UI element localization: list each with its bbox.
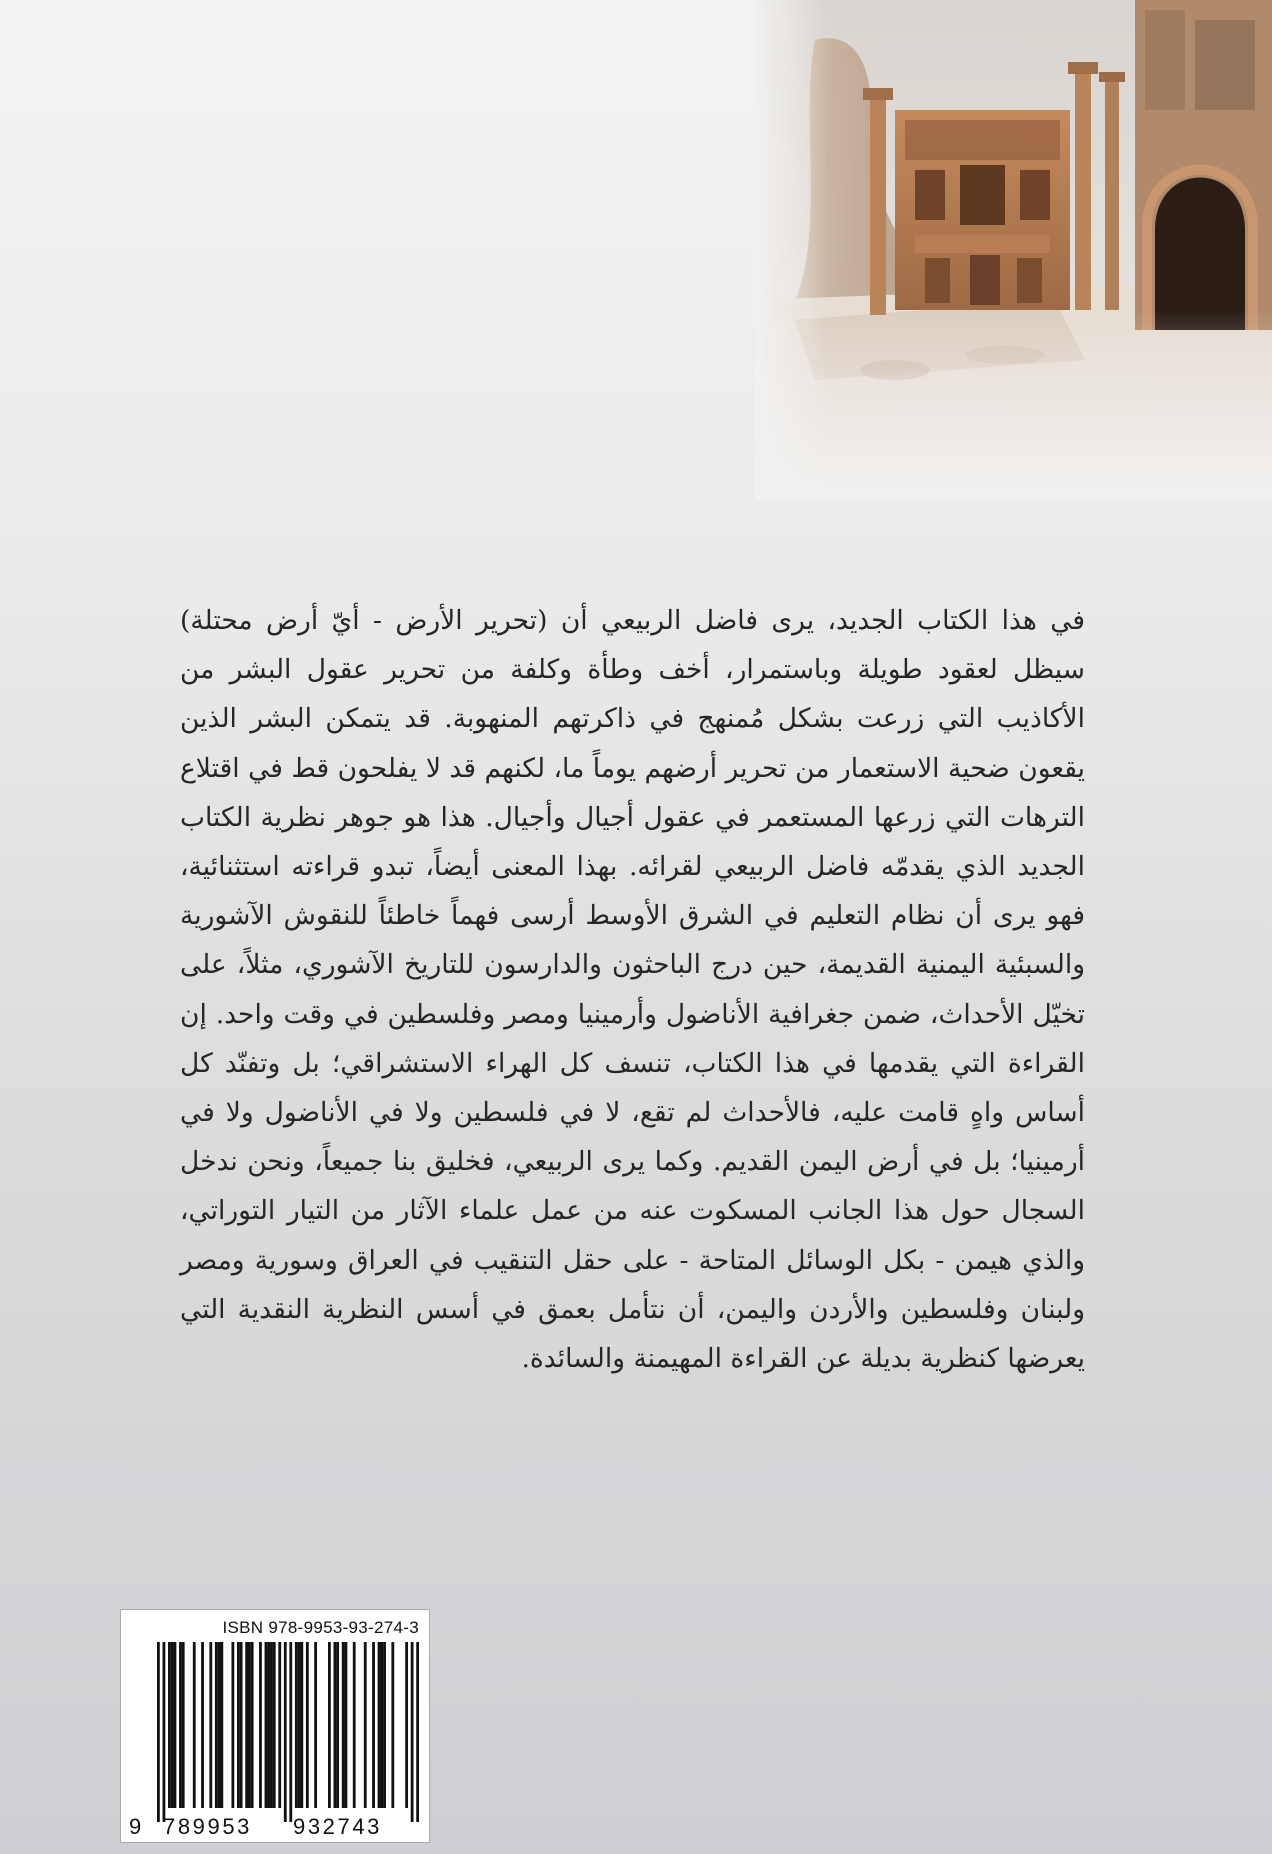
- barcode-bar: [265, 1642, 268, 1808]
- barcode-bar: [278, 1642, 281, 1808]
- barcode-bar: [345, 1642, 348, 1808]
- barcode-bar: [295, 1642, 298, 1808]
- barcode-bar: [383, 1642, 386, 1808]
- barcode-bar: [289, 1642, 292, 1822]
- barcode-bar: [334, 1642, 337, 1808]
- barcode-bar: [273, 1642, 276, 1808]
- barcode-bar: [353, 1642, 356, 1808]
- barcode-bar: [179, 1642, 182, 1808]
- barcode-bar: [201, 1642, 204, 1808]
- barcode-bar: [314, 1642, 317, 1808]
- barcode-digits: [125, 1814, 425, 1840]
- barcode-bar: [248, 1642, 251, 1808]
- barcode-bar: [306, 1642, 309, 1808]
- barcode-bar: [300, 1642, 303, 1808]
- barcode-bar: [298, 1642, 301, 1808]
- back-cover-blurb: في هذا الكتاب الجديد، يرى فاضل الربيعي أن (تحرير الأرض - أيّ أرض محتلة) سيظل لعقود طويلة وباستمرار، أخف وطأة وكلفة من تحرير عقول البشر من الأكاذيب التي زرعت بشكل مُمنهج في ذاكرتهم المنهوبة. قد يتمكن البشر الذين يقعون ضحية الاستعمار من تحرير أرضهم يوماً ما، لكنهم قد لا يفلحون قط في اقتلاع الترهات التي زرعها المستعمر في عقول أجيال وأجيال. هذا هو جوهر نظرية الكتاب الجديد الذي يقدمّه فاضل الربيعي لقرائه. بهذا المعنى أيضاً، تبدو قراءته استثنائية، فهو يرى أن نظام التعليم في الشرق الأوسط أرسى فهماً خاطئاً للنقوش الآشورية والسبئية اليمنية القديمة، حين درج الباحثون والدارسون للتاريخ الآشوري، مثلاً، على تخيّل الأحداث، ضمن جغرافية الأناضول وأرمينيا ومصر وفلسطين في وقت واحد. إن القراءة التي يقدمها في هذا الكتاب، تنسف كل الهراء الاستشراقي؛ بل وتفنّد كل أساس واهٍ قامت عليه، فالأحداث لم تقع، لا في فلسطين ولا في الأناضول ولا في أرمينيا؛ بل في أرض اليمن القديم. وكما يرى الربيعي، فخليق بنا جميعاً، ونحن ندخل السجال حول هذا الجانب المسكوت عنه من عمل علماء الآثار من التيار التوراتي، والذي هيمن - بكل الوسائل المتاحة - على حقل التنقيب في العراق وسورية ومصر ولبنان وفلسطين والأردن واليمن، أن نتأمل بعمق في أسس النظرية النقدية التي يعرضها كنظرية بديلة عن القراءة المهيمنة والسائدة.: [180, 605, 1085, 1375]
- barcode-bar: [391, 1642, 394, 1808]
- barcode-bar: [405, 1642, 408, 1808]
- barcode-bar: [328, 1642, 331, 1808]
- barcode-bar: [336, 1642, 339, 1808]
- barcode-bar: [174, 1642, 177, 1808]
- barcode-bar: [218, 1642, 221, 1808]
- barcode-bar: [284, 1642, 287, 1822]
- barcode-bar: [237, 1642, 240, 1808]
- barcode-bar: [157, 1642, 160, 1822]
- barcode-digits-left: 789953: [163, 1814, 253, 1839]
- barcode-bar: [380, 1642, 383, 1808]
- cover-photo: [755, 0, 1272, 500]
- barcode-bar: [364, 1642, 367, 1808]
- barcode-bar: [163, 1642, 166, 1822]
- isbn-text: ISBN 978-9953-93-274-3: [222, 1618, 419, 1637]
- barcode-bar: [416, 1642, 419, 1822]
- barcode-bars: [157, 1642, 419, 1822]
- barcode-bar: [193, 1642, 196, 1808]
- barcode-bar: [215, 1642, 218, 1808]
- barcode-bar: [220, 1642, 223, 1808]
- barcode-bar: [372, 1642, 375, 1808]
- barcode-bar: [245, 1642, 248, 1808]
- barcode-bar: [342, 1642, 345, 1808]
- barcode-bar: [378, 1642, 381, 1808]
- barcode-bar: [168, 1642, 171, 1808]
- barcode-bar: [209, 1642, 212, 1808]
- barcode-bar: [231, 1642, 234, 1808]
- barcode-bar: [171, 1642, 174, 1808]
- barcode-digits-right: 932743: [293, 1814, 383, 1839]
- ruins-photo-icon: [755, 0, 1272, 500]
- barcode-digit-first: 9: [129, 1814, 142, 1839]
- barcode-bar: [251, 1642, 254, 1808]
- barcode-bar: [182, 1642, 185, 1808]
- barcode-bar: [411, 1642, 414, 1822]
- barcode-bar: [240, 1642, 243, 1808]
- barcode-bar: [267, 1642, 270, 1808]
- barcode-bar: [270, 1642, 273, 1808]
- isbn-barcode-label: [120, 1609, 430, 1843]
- barcode-bar: [259, 1642, 262, 1808]
